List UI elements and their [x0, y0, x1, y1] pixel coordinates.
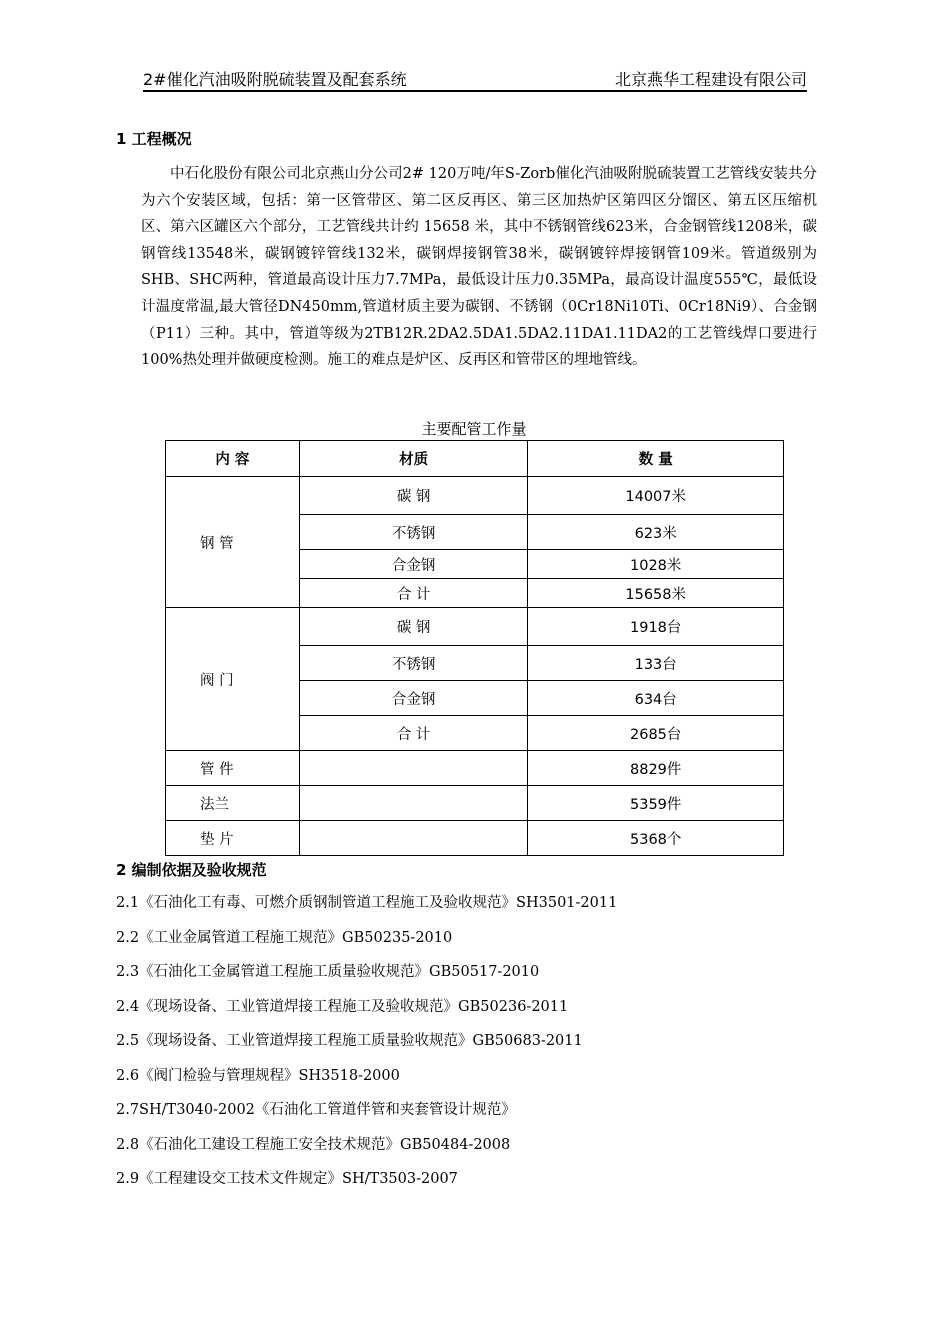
quantity-cell: 14007米 [528, 477, 784, 515]
list-item: 2.9《工程建设交工技术文件规定》SH/T3503-2007 [116, 1171, 458, 1187]
material-cell: 合 计 [299, 716, 528, 751]
list-item: 2.3《石油化工金属管道工程施工质量验收规范》GB50517-2010 [116, 964, 540, 980]
material-cell [299, 786, 528, 821]
page-header [143, 66, 807, 92]
material-cell: 不锈钢 [299, 515, 528, 550]
quantity-cell: 1918台 [528, 608, 784, 646]
list-item: 2.4《现场设备、工业管道焊接工程施工及验收规范》GB50236-2011 [116, 998, 569, 1015]
material-cell: 合金钢 [299, 550, 528, 579]
table-row [166, 477, 784, 515]
header-company-name: 北京燕华工程建设有限公司 [614, 70, 807, 89]
quantity-cell: 8829件 [528, 751, 784, 786]
list-item: 2.1《石油化工有毒、可燃介质钢制管道工程施工及验收规范》SH3501-2011 [116, 895, 618, 911]
material-cell [299, 821, 528, 856]
section-1-heading: 1 工程概况 [116, 130, 192, 148]
project-overview-paragraph: 中石化股份有限公司北京燕山分公司2# 120万吨/年S-Zorb催化汽油吸附脱硫装置工艺管线安装共分为六个安装区域，包括：第一区管带区、第二区反再区、第三区加热炉区第四区分馏区、第五区压缩机区、第六区罐区六个部分，工艺管线共计约 15658 米，其中不锈钢管线623米，合金钢管线1208米，碳钢管线13548米，碳钢镀锌管线132米，碳钢焊接钢管38米，碳钢镀锌焊接钢管109米。管道级别为SHB、SHC两种，管道最高设计压力7.7MPa，最低设计压力0.35MPa，最高设计温度555℃，最低设计温度常温,最大管径DN450mm,管道材质主要为碳钢、不锈钢（0Cr18Ni10Ti、0Cr18Ni9）、合金钢（P11）三种。其中，管道等级为2TB12R.2DA2.5DA1.5DA2.11DA1.11DA2的工艺管线焊口要进行100%热处理并做硬度检测。施工的难点是炉区、反再区和管带区的埋地管线。 [141, 166, 817, 369]
material-cell: 碳 钢 [299, 477, 528, 515]
quantity-cell: 15658米 [528, 579, 784, 608]
material-cell [299, 751, 528, 786]
section-2-heading: 2 编制依据及验收规范 [116, 861, 267, 879]
row-label: 垫 片 [166, 821, 300, 856]
section-1-body [141, 161, 817, 374]
quantity-cell: 5359件 [528, 786, 784, 821]
list-item: 2.7SH/T3040-2002《石油化工管道伴管和夹套管设计规范》 [116, 1102, 516, 1118]
list-item: 2.2《工业金属管道工程施工规范》GB50235-2010 [116, 929, 453, 946]
table-row [166, 751, 784, 786]
table-row [166, 786, 784, 821]
standards-list [116, 892, 617, 1203]
quantity-cell: 1028米 [528, 550, 784, 579]
header-project-title: 2#催化汽油吸附脱硫装置及配套系统 [143, 70, 407, 89]
material-cell: 合金钢 [299, 681, 528, 716]
piping-workload-table [165, 440, 784, 856]
table-row [166, 821, 784, 856]
row-group-label: 阀 门 [166, 608, 300, 751]
list-item: 2.8《石油化工建设工程施工安全技术规范》GB50484-2008 [116, 1136, 511, 1153]
row-label: 法兰 [166, 786, 300, 821]
table-caption: 主要配管工作量 [421, 420, 527, 438]
header-material: 材质 [299, 441, 528, 477]
row-group-label: 钢 管 [166, 477, 300, 608]
table-row [166, 608, 784, 646]
list-item: 2.6《阀门检验与管理规程》SH3518-2000 [116, 1067, 400, 1084]
header-content: 内 容 [166, 441, 300, 477]
material-cell: 碳 钢 [299, 608, 528, 646]
material-cell: 合 计 [299, 579, 528, 608]
quantity-cell: 2685台 [528, 716, 784, 751]
table-header-row [166, 441, 784, 477]
quantity-cell: 5368个 [528, 821, 784, 856]
header-quantity: 数 量 [528, 441, 784, 477]
material-cell: 不锈钢 [299, 646, 528, 681]
quantity-cell: 133台 [528, 646, 784, 681]
quantity-cell: 623米 [528, 515, 784, 550]
quantity-cell: 634台 [528, 681, 784, 716]
list-item: 2.5《现场设备、工业管道焊接工程施工质量验收规范》GB50683-2011 [116, 1033, 583, 1049]
row-label: 管 件 [166, 751, 300, 786]
